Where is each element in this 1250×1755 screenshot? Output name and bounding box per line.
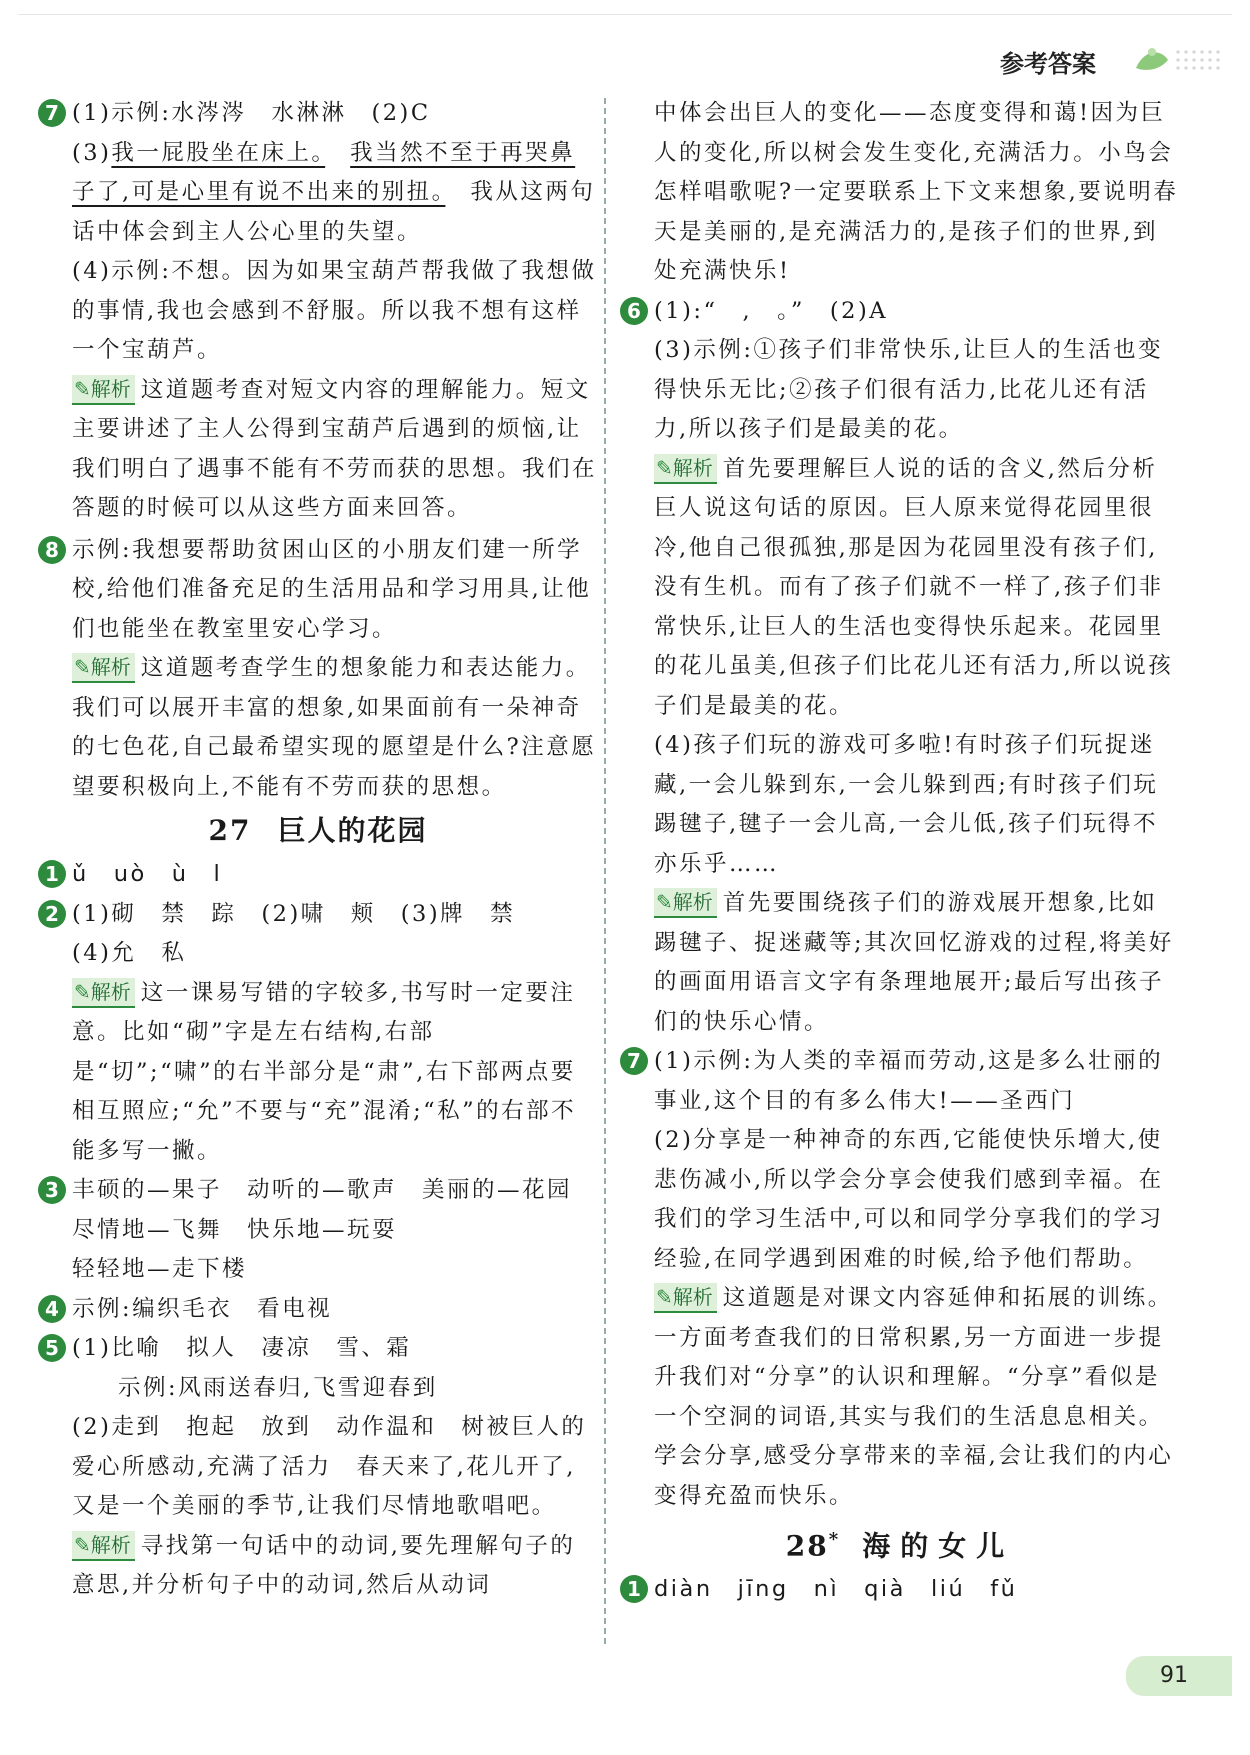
pen-icon: ✎ xyxy=(656,1285,673,1309)
lesson27-answer-1 xyxy=(38,855,598,895)
question-number: 1 xyxy=(38,860,66,888)
analysis-label: 解析 xyxy=(90,979,131,1004)
question-number: 3 xyxy=(38,1176,66,1204)
page-number: 91 xyxy=(1126,1656,1232,1696)
question-number: 7 xyxy=(620,1047,648,1075)
pen-icon: ✎ xyxy=(656,890,673,914)
analysis-label: 解析 xyxy=(90,1532,131,1557)
lesson-27-heading xyxy=(38,807,598,855)
underlined-sentence: 我一屁股坐在床上。 xyxy=(111,139,326,166)
lesson27-analysis-2 xyxy=(38,974,598,1172)
pen-icon: ✎ xyxy=(74,1532,91,1557)
analysis-label: 解析 xyxy=(672,1285,713,1309)
pen-icon: ✎ xyxy=(74,979,91,1004)
lesson27-answer-3-line3: 轻轻地—走下楼 xyxy=(72,1256,248,1282)
analysis-text: 这道题是对课文内容延伸和拓展的训练。一方面考查我们的日常积累,另一方面进一步提升我们对“分享”的认识和理解。“分享”看似是一个空洞的词语,其实与我们的生活息息相关。学会分享,感受分享带来的幸福,会让我们的内心变得充盈而快乐。 xyxy=(654,1285,1174,1509)
analysis-6-a xyxy=(620,450,1180,727)
answer-text: 示例:我想要帮助贫困山区的小朋友们建一所学校,给他们准备充足的生活用品和学习用具,让他们也能坐在教室里安心学习。 xyxy=(72,536,592,642)
analysis-tag xyxy=(72,1531,135,1561)
header-title: 参考答案 xyxy=(1000,50,1096,78)
answer-6-3: (3)示例:①孩子们非常快乐,让巨人的生活也变得快乐无比;②孩子们很有活力,比花儿还有活力,所以孩子们是最美的花。 xyxy=(654,337,1164,442)
analysis-6-b xyxy=(620,884,1180,1042)
lesson-number: 28 xyxy=(785,1529,829,1563)
question-number: 1 xyxy=(620,1575,648,1603)
analysis-7 xyxy=(38,371,598,529)
analysis-label: 解析 xyxy=(90,655,131,679)
pen-icon: ✎ xyxy=(74,655,91,679)
answer-7-3 xyxy=(38,134,598,253)
lesson27-answer-4 xyxy=(38,1290,598,1330)
analysis-tag xyxy=(72,375,135,405)
analysis-text: 首先要理解巨人说的话的含义,然后分析巨人说这句话的原因。巨人原来觉得花园里很冷,他自己很孤独,那是因为花园里没有孩子们,没有生机。而有了孩子们就不一样了,孩子们非常快乐,让巨人的生活也变得快乐起来。花园里的花儿虽美,但孩子们比花儿还有活力,所以说孩子们是最美的花。 xyxy=(654,455,1174,719)
lesson27-analysis-5 xyxy=(38,1527,598,1606)
lesson27-answer-5 xyxy=(38,1329,598,1369)
column-divider xyxy=(604,98,606,1648)
question-number: 6 xyxy=(620,297,648,325)
lesson-title: 海的女儿 xyxy=(862,1529,1015,1563)
analysis-text: 这道题考查对短文内容的理解能力。短文主要讲述了主人公得到宝葫芦后遇到的烦恼,让我们明白了遇事不能有不劳而获的思想。我们在答题的时候可以从这些方面来回答。 xyxy=(72,376,598,521)
answer-text: (1)示例:为人类的幸福而劳动,这是多么壮丽的事业,这个目的有多么伟大!——圣西门 xyxy=(654,1048,1164,1114)
answer-6 xyxy=(620,292,1180,332)
answer-text: (1):“ , 。” (2)A xyxy=(654,297,888,324)
question-number: 7 xyxy=(38,99,66,127)
analysis-label: 解析 xyxy=(672,455,713,480)
answer-text: 我从这两句话中体会到主人公心里的失望。 xyxy=(72,179,596,245)
lesson-title: 巨人的花园 xyxy=(277,814,428,847)
lesson27-answer-5-example: 示例:风雨送春归,飞雪迎春到 xyxy=(118,1374,438,1401)
underlined-sentence: 我当然不至于再哭鼻子了,可是心里有说不出来的别扭。 xyxy=(72,139,576,205)
sub-label: (3) xyxy=(72,139,112,166)
analysis-tag xyxy=(654,1283,717,1313)
continued-analysis: 中体会出巨人的变化——态度变得和蔼!因为巨人的变化,所以树会发生变化,充满活力。小鸟会怎样唱歌呢?一定要联系上下文来想象,要说明春天是美丽的,是充满活力的,是孩子们的世界,到处充满快乐! xyxy=(654,100,1179,284)
answer-text: 丰硕的—果子 动听的—歌声 美丽的—花园 xyxy=(72,1177,573,1203)
pinyin-text: ǔ uò ù l xyxy=(72,861,223,887)
lesson-number: 27 xyxy=(208,814,252,847)
question-number: 5 xyxy=(38,1334,66,1362)
answer-text: (1)砌 禁 踪 (2)啸 颊 (3)牌 禁 xyxy=(72,900,516,927)
spacer xyxy=(325,140,350,166)
header-rule xyxy=(18,14,1232,15)
lesson27-answer-2 xyxy=(38,895,598,935)
answer-text: (1)比喻 拟人 凄凉 雪、霜 xyxy=(72,1335,412,1361)
question-number: 2 xyxy=(38,900,66,928)
lesson27-answer-5-2: (2)走到 抱起 放到 动作温和 树被巨人的爱心所感动,充满了活力 春天来了,花儿开了,又是一个美丽的季节,让我们尽情地歌唱吧。 xyxy=(72,1414,587,1519)
left-column xyxy=(38,94,598,1606)
analysis-tag xyxy=(654,454,717,484)
answer-6-4: (4)孩子们玩的游戏可多啦!有时孩子们玩捉迷藏,一会儿躲到东,一会儿躲到西;有时孩子们玩踢毽子,毽子一会儿高,一会儿低,孩子们玩得不亦乐乎…… xyxy=(654,732,1159,877)
analysis-text: 首先要围绕孩子们的游戏展开想象,比如踢毽子、捉迷藏等;其次回忆游戏的过程,将美好的画面用语言文字有条理地展开;最后写出孩子们的快乐心情。 xyxy=(654,890,1174,1035)
pinyin-text: diàn jīng nì qià liú fǔ xyxy=(654,1576,1018,1603)
lesson-star: * xyxy=(828,1529,841,1550)
right-column xyxy=(620,94,1180,1610)
answer-7-4: (4)示例:不想。因为如果宝葫芦帮我做了我想做的事情,我也会感到不舒服。所以我不想有这样一个宝葫芦。 xyxy=(72,258,597,363)
analysis-7-right xyxy=(620,1279,1180,1516)
analysis-text: 寻找第一句话中的动词,要先理解句子的意思,并分析句子中的动词,然后从动词 xyxy=(72,1532,576,1598)
analysis-text: 这道题考查学生的想象能力和表达能力。我们可以展开丰富的想象,如果面前有一朵神奇的七色花,自己最希望实现的愿望是什么?注意愿望要积极向上,不能有不劳而获的思想。 xyxy=(72,655,597,800)
answer-7 xyxy=(38,94,598,134)
leaf-decoration-icon xyxy=(1130,40,1230,80)
lesson28-answer-1 xyxy=(620,1570,1180,1610)
answer-text: 示例:编织毛衣 看电视 xyxy=(72,1295,333,1322)
pen-icon: ✎ xyxy=(656,455,673,480)
lesson27-answer-3 xyxy=(38,1171,598,1211)
lesson27-answer-3-line2: 尽情地—飞舞 快乐地—玩耍 xyxy=(72,1216,398,1243)
analysis-label: 解析 xyxy=(672,890,713,914)
question-number: 8 xyxy=(38,536,66,564)
analysis-tag xyxy=(72,653,135,683)
analysis-label: 解析 xyxy=(90,376,131,401)
lesson-28-heading xyxy=(620,1516,1180,1570)
answer-text: (1)示例:水涔涔 水淋淋 (2)C xyxy=(72,100,431,126)
analysis-8 xyxy=(38,649,598,807)
question-number: 4 xyxy=(38,1295,66,1323)
answer-7-right xyxy=(620,1042,1180,1121)
answer-8 xyxy=(38,531,598,650)
analysis-tag xyxy=(654,888,717,918)
answer-7-right-2: (2)分享是一种神奇的东西,它能使快乐增大,使悲伤减小,所以学会分享会使我们感到幸福。在我们的学习生活中,可以和同学分享我们的学习经验,在同学遇到困难的时候,给予他们帮助。 xyxy=(654,1127,1164,1272)
lesson27-answer-2-4: (4)允 私 xyxy=(72,940,187,966)
pen-icon: ✎ xyxy=(74,376,91,401)
analysis-tag xyxy=(72,978,135,1008)
analysis-text: 这一课易写错的字较多,书写时一定要注意。比如“砌”字是左右结构,右部是“切”;“啸”的右半部分是“肃”,右下部两点要相互照应;“允”不要与“充”混淆;“私”的右部不能多写一撇。 xyxy=(72,979,577,1164)
